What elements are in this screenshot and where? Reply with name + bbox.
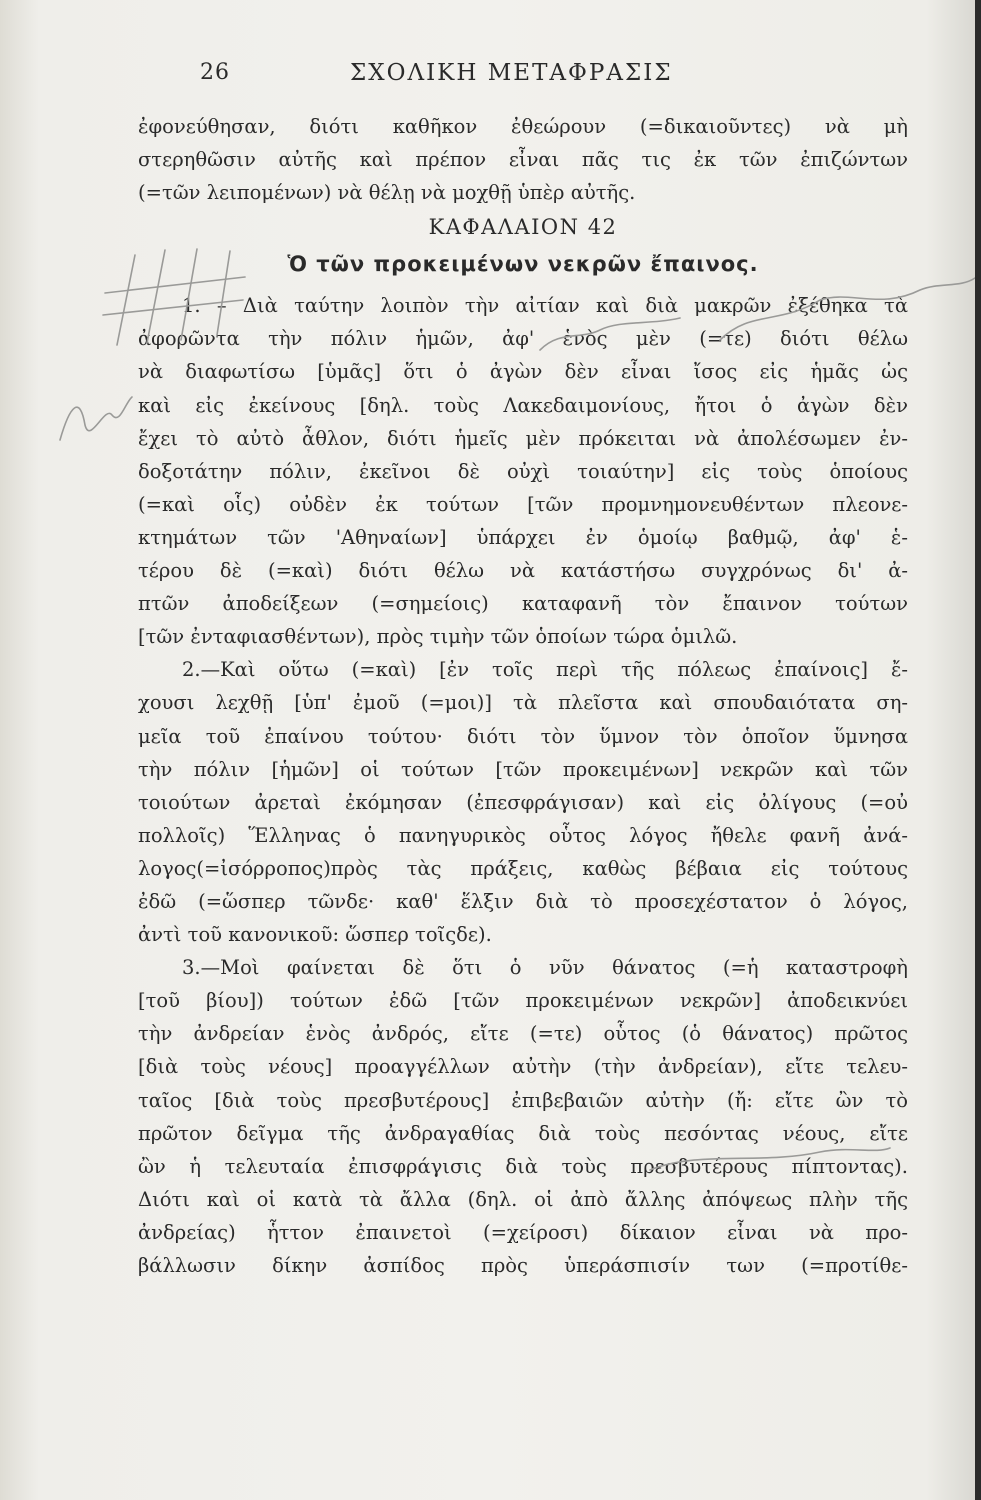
text-line: ὢν ἡ τελευταία ἐπισφράγισις διὰ τοὺς πρεσβυτέρους πίπτοντας). <box>138 1154 908 1178</box>
text-line: [τοῦ βίου]) τούτων ἐδῶ [τῶν προκειμένων νεκρῶν] ἀποδεικνύει <box>138 989 908 1013</box>
text-line: δοξοτάτην πόλιν, ἐκεῖνοι δὲ οὐχὶ τοιαύτην] εἰς τοὺς ὁποίους <box>138 459 908 483</box>
text-line: τέρου δὲ (=καὶ) διότι θέλω νὰ κατάστήσω συγχρόνως δι' ἀ- <box>138 559 908 583</box>
text-line: τοιούτων ἀρεταὶ ἐκόμησαν (ἐπεσφράγισαν) καὶ εἰς ὀλίγους (=οὐ <box>138 790 908 814</box>
text-line: ἀντὶ τοῦ κανονικοῦ: ὥσπερ τοῖςδε). <box>138 923 492 947</box>
intro-paragraph <box>138 110 908 209</box>
text-line: βάλλωσιν δίκην ἀσπίδος πρὸς ὑπεράσπισίν των (=προτίθε- <box>138 1254 908 1277</box>
text-line: ταῖος [διὰ τοὺς πρεσβυτέρους] ἐπιβεβαιῶν αὐτὴν (ἤ: εἴτε ὢν τὸ <box>138 1088 908 1112</box>
text-line: ἔχει τὸ αὐτὸ ἆθλον, διότι ἡμεῖς μὲν πρόκειται νὰ ἀπολέσωμεν ἐν- <box>138 426 908 450</box>
running-head: ΣΧΟΛΙΚΗ ΜΕΤΑΦΡΑΣΙΣ <box>350 60 673 86</box>
text-line: 3.—Μοὶ φαίνεται δὲ ὅτι ὁ νῦν θάνατος (=ἡ καταστροφὴ <box>182 956 908 980</box>
text-line: 1. – Διὰ ταύτην λοιπὸν τὴν αἰτίαν καὶ διὰ μακρῶν ἐξέθηκα τὰ <box>182 294 908 318</box>
text-line: [τῶν ἐνταφιασθέντων), πρὸς τιμὴν τῶν ὁποίων τώρα ὁμιλῶ. <box>138 625 738 649</box>
text-line: καὶ εἰς ἐκείνους [δηλ. τοὺς Λακεδαιμονίους, ἤτοι ὁ ἀγὼν δὲν <box>138 393 908 417</box>
text-line: χουσι λεχθῇ [ὑπ' ἐμοῦ (=μοι)] τὰ πλεῖστα καὶ σπουδαιότατα ση- <box>138 691 908 715</box>
text-line: πτῶν ἀποδείξεων (=σημείοις) καταφανῆ τὸν ἔπαινον τούτων <box>138 592 908 616</box>
body-text <box>138 110 908 1282</box>
text-line: νὰ διαφωτίσω [ὑμᾶς] ὅτι ὁ ἀγὼν δὲν εἶναι ἴσος εἰς ἡμᾶς ὡς <box>138 360 908 384</box>
text-line: [διὰ τοὺς νέους] προαγγέλλων αὐτὴν (τὴν ἀνδρείαν), εἴτε τελευ- <box>138 1055 908 1079</box>
text-line: ἀνδρείας) ἧττον ἐπαινετοὶ (=χείροσι) δίκαιον εἶναι νὰ προ- <box>138 1220 908 1244</box>
page-number: 26 <box>200 60 230 85</box>
text-line: ἐδῶ (=ὥσπερ τῶνδε· καθ' ἕλξιν διὰ τὸ προσεχέστατον ὁ λόγος, <box>138 889 908 913</box>
page-header <box>0 56 981 96</box>
paragraph-3-cont <box>138 984 908 1282</box>
book-edge <box>975 0 981 1500</box>
text-line: 2.—Καὶ οὕτω (=καὶ) [ἐν τοῖς περὶ τῆς πόλεως ἐπαίνοις] ἔ- <box>182 658 908 682</box>
text-line: ἐφονεύθησαν, διότι καθῆκον ἐθεώρουν (=δικαιοῦντες) νὰ μὴ <box>138 115 908 138</box>
text-line: τὴν ἀνδρείαν ἑνὸς ἀνδρός, εἴτε (=τε) οὗτος (ὁ θάνατος) πρῶτος <box>138 1022 908 1046</box>
paragraph-2-cont <box>138 686 908 951</box>
text-line: (=καὶ οἷς) οὐδὲν ἐκ τούτων [τῶν προμνημονευθέντων πλεονε- <box>138 492 908 516</box>
text-line: λογος(=ἰσόρροπος)πρὸς τὰς πράξεις, καθὼς βέβαια εἰς τούτους <box>138 856 908 880</box>
text-line: ἀφορῶντα τὴν πόλιν ἡμῶν, ἀφ' ἑνὸς μὲν (=τε) διότι θέλω <box>138 327 908 351</box>
text-line: τὴν πόλιν [ἡμῶν] οἱ τούτων [τῶν προκειμένων] νεκρῶν καὶ τῶν <box>138 757 908 781</box>
text-line: μεῖα τοῦ ἐπαίνου τούτου· διότι τὸν ὕμνον τὸν ὁποῖον ὕμνησα <box>138 724 908 748</box>
paragraph-1 <box>138 289 908 322</box>
paragraph-1-cont <box>138 322 908 653</box>
text-line: πολλοῖς) Ἕλληνας ὁ πανηγυρικὸς οὗτος λόγος ἤθελε φανῆ ἀνά- <box>138 823 908 847</box>
text-line: κτημάτων τῶν 'Αθηναίων] ὑπάρχει ἐν ὁμοίῳ βαθμῷ, ἀφ' ἑ- <box>138 525 908 549</box>
text-line: στερηθῶσιν αὐτῆς καὶ πρέπον εἶναι πᾶς τις ἐκ τῶν ἐπιζώντων <box>138 148 908 172</box>
chapter-title: ΚΑΦΑΛΑΙΟΝ 42 <box>428 215 618 240</box>
text-line: πρῶτον δεῖγμα τῆς ἀνδραγαθίας διὰ τοὺς πεσόντας νέους, εἴτε <box>138 1121 908 1145</box>
paragraph-3 <box>138 951 908 984</box>
paragraph-2 <box>138 653 908 686</box>
text-line: Διότι καὶ οἱ κατὰ τὰ ἄλλα (δηλ. οἱ ἀπὸ ἄλλης ἀπόψεως πλὴν τῆς <box>138 1187 908 1211</box>
pencil-margin-scribble <box>50 385 140 455</box>
section-title: Ὁ τῶν προκειμένων νεκρῶν ἔπαινος. <box>287 252 759 277</box>
text-line: (=τῶν λειπομένων) νὰ θέλῃ νὰ μοχθῇ ὑπὲρ αὐτῆς. <box>138 181 636 205</box>
